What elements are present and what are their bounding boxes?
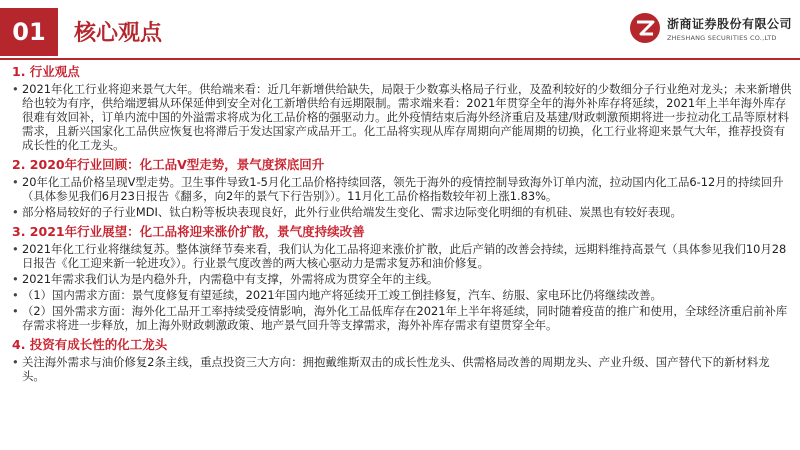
bullet-paragraph: • 部分格局较好的子行业MDI、钛白粉等板块表现良好，此外行业供给端发生变化、需求边际变化明细的有机硅、炭黑也有较好表现。 — [12, 205, 792, 219]
bullet-paragraph: • （2）国外需求方面：海外化工品开工率持续受疫情影响，海外化工品低库存在2021年上半年将延续，同时随着疫苗的推广和使用，全球经济重启前补库存需求将进一步释放，加上海外财政刺激政策、地产景气回升等支撑需求，海外补库存需求有望贯穿全年。 — [12, 304, 792, 332]
header-divider — [0, 58, 800, 60]
section-industry-view — [12, 64, 792, 152]
bullet-paragraph: • 2021年化工行业将继续复苏。整体演绎节奏来看，我们认为化工品将迎来涨价扩散，此后产销的改善会持续，远期料维持高景气（具体参见我们10月28日报告《化工迎来新一轮进攻》）。行业景气度改善的两大核心驱动力是需求复苏和油价修复。 — [12, 242, 792, 270]
section-number-box — [0, 8, 58, 56]
bullet-paragraph: • 关注海外需求与油价修复2条主线，重点投资三大方向：拥抱戴维斯双击的成长性龙头、供需格局改善的周期龙头、产业升级、国产替代下的新材料龙头。 — [12, 355, 792, 383]
page-title: 核心观点 — [74, 21, 163, 46]
section-heading: 4. 投资有成长性的化工龙头 — [12, 337, 168, 352]
bullet-paragraph: • （1）国内需求方面：景气度修复有望延续，2021年国内地产将延续开工竣工倒挂修复，汽车、纺服、家电环比仍将继续改善。 — [12, 288, 792, 302]
logo-company-name-cn: 浙商证券股份有限公司 — [666, 16, 792, 31]
section-heading: 3. 2021年行业展望：化工品将迎来涨价扩散，景气度持续改善 — [12, 224, 365, 239]
section-2020-review — [12, 157, 792, 219]
bullet-paragraph: • 20年化工品价格呈现V型走势。卫生事件导致1-5月化工品价格持续回落，领先于海外的疫情控制导致海外订单内流，拉动国内化工品6-12月的持续回升（具体参见我们6月23日报告《翻多，向2年的景气下行告别》）。11月化工品价格指数较年初上涨1.83%。 — [12, 175, 792, 203]
section-number: 01 — [12, 18, 46, 46]
zheshang-logo-icon — [629, 12, 661, 44]
section-heading: 2. 2020年行业回顾：化工品V型走势，景气度探底回升 — [12, 157, 325, 172]
section-heading: 1. 行业观点 — [12, 64, 80, 79]
section-2021-outlook — [12, 224, 792, 332]
bullet-paragraph: • 2021年化工行业将迎来景气大年。供给端来看：近几年新增供给缺失，局限于少数寡头格局子行业，及盈利较好的少数细分子行业绝对龙头；未来新增供给也较为有序，供给端逻辑从环保延伸到安全对化工新增供给有远期限制。需求端来看：2021年贯穿全年的海外补库存将延续，2021年上半年海外库存很难有效回补，订单内流中国的外溢需求将成为化工品价格的强驱动力。此外疫情结束后海外经济重启及基建/财政刺激预期将进一步拉动化工品等原材料需求，且新兴国家化工品供应恢复也将滞后于发达国家产成品开工。化工品将实现从库存周期向产能周期的切换，化工行业将迎来景气大年，推荐投资有成长性的化工龙头。 — [12, 82, 792, 152]
section-investment — [12, 337, 792, 383]
company-logo — [629, 12, 792, 44]
core-views-content — [12, 64, 792, 385]
logo-company-name-en: ZHESHANG SECURITIES CO.,LTD — [666, 33, 777, 42]
bullet-paragraph: • 2021年需求我们认为是内稳外升，内需稳中有支撑，外需将成为贯穿全年的主线。 — [12, 272, 792, 286]
